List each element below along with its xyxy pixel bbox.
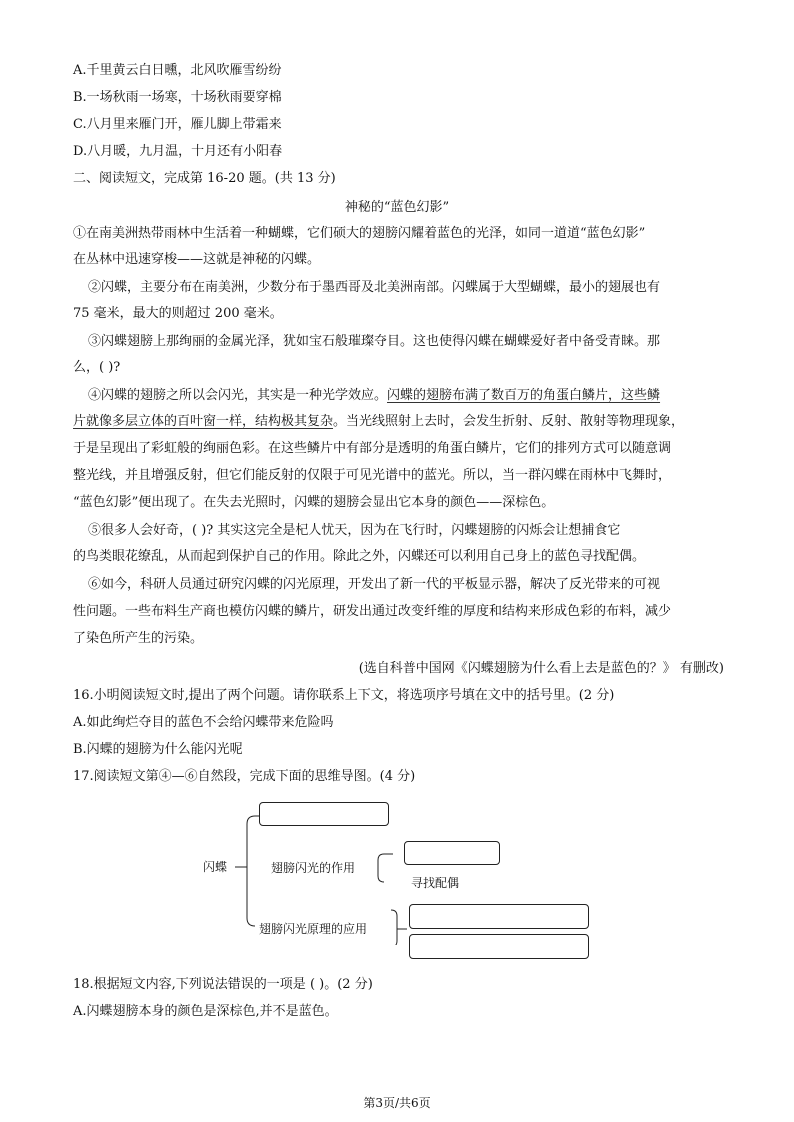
- paragraph-2-line-2: 75 毫米，最大的则超过 200 毫米。: [73, 306, 283, 321]
- question-16-stem: 16.小明阅读短文时,提出了两个问题。请你联系上下文，将选项序号填在文中的括号里。(2 分): [73, 688, 615, 703]
- mid-brace: [378, 854, 384, 882]
- mind-map: [195, 800, 595, 945]
- option-a: A.千里黄云白日曛，北风吹雁雪纷纷: [73, 63, 282, 78]
- option-d: D.八月暖，九月温，十月还有小阳春: [73, 144, 283, 159]
- paragraph-4-line-2: [73, 413, 684, 431]
- paragraph-4-text: 。当光线照射上去时，会发生折射、反射、散射等物理现象，: [333, 414, 685, 429]
- paragraph-4-line-5: “蓝色幻影”便出现了。在失去光照时，闪蝶的翅膀会显出它本身的颜色——深棕色。: [73, 495, 555, 510]
- paragraph-6-line-3: 了染色所产生的污染。: [73, 631, 204, 646]
- question-18-option-a: A.闪蝶翅膀本身的颜色是深棕色,并不是蓝色。: [73, 1004, 338, 1019]
- question-18-stem: 18.根据短文内容,下列说法错误的一项是 ( )。(2 分): [73, 977, 373, 992]
- source-citation: (选自科普中国网《闪蝶翅膀为什么看上去是蓝色的？》 有删改): [358, 661, 724, 676]
- option-b: B.一场秋雨一场寒，十场秋雨要穿棉: [73, 90, 282, 105]
- mind-map-root-label: 闪蝶: [203, 860, 228, 874]
- paragraph-1-line-1: ①在南美洲热带雨林中生活着一种蝴蝶，它们硕大的翅膀闪耀着蓝色的光泽，如同一道道“蓝色幻影”: [73, 226, 646, 241]
- paragraph-5-line-1: ⑤很多人会好奇，( )? 其实这完全是杞人忧天，因为在飞行时，闪蝶翅膀的闪烁会让想捕食它: [88, 523, 621, 538]
- blank-box-bottom-1[interactable]: [409, 904, 589, 929]
- paragraph-4-line-4: 整光线，并且增强反射，但它们能反射的仅限于可见光谱中的蓝光。所以，当一群闪蝶在雨林中飞舞时，: [73, 468, 672, 483]
- branch-mid-label: 翅膀闪光的作用: [271, 861, 356, 875]
- paragraph-4-line-3: 于是呈现出了彩虹般的绚丽色彩。在这些鳞片中有部分是透明的角蛋白鳞片，它们的排列方式可以随意调: [73, 441, 672, 456]
- paragraph-5-line-2: 的鸟类眼花缭乱，从而起到保护自己的作用。除此之外，闪蝶还可以利用自己身上的蓝色寻找配偶。: [73, 549, 646, 564]
- paragraph-3-line-2: 么，( )?: [73, 360, 121, 375]
- question-16-option-b: B.闪蝶的翅膀为什么能闪光呢: [73, 742, 243, 757]
- option-c: C.八月里来雁门开，雁儿脚上带霜来: [73, 117, 282, 132]
- blank-box-mid[interactable]: [404, 841, 500, 865]
- branch-bottom-label: 翅膀闪光原理的应用: [259, 922, 368, 936]
- underlined-sentence-part-2: 片就像多层立体的百叶窗一样，结构极其复杂: [73, 414, 334, 429]
- bottom-brace: [391, 910, 397, 945]
- section-heading: 二、阅读短文，完成第 16-20 题。(共 13 分): [73, 171, 336, 186]
- paragraph-4-line-1: [88, 387, 660, 405]
- paragraph-2-line-1: ②闪蝶，主要分布在南美洲，少数分布于墨西哥及北美洲南部。闪蝶属于大型蝴蝶，最小的翅展也有: [88, 280, 661, 295]
- underlined-sentence-part-1: 闪蝶的翅膀布满了数百万的角蛋白鳞片，这些鳞: [387, 388, 661, 403]
- branch-mid-leaf-label: 寻找配偶: [411, 876, 460, 890]
- question-16-option-a: A.如此绚烂夺目的蓝色不会给闪蝶带来危险吗: [73, 715, 334, 730]
- paragraph-6-line-2: 性问题。一些布料生产商也模仿闪蝶的鳞片，研发出通过改变纤维的厚度和结构来形成色彩的布料，减少: [73, 604, 672, 619]
- article-title: 神秘的“蓝色幻影”: [344, 200, 450, 215]
- page-footer: 第3页/共6页: [363, 1096, 431, 1110]
- paragraph-4-text: ④闪蝶的翅膀之所以会闪光，其实是一种光学效应。: [88, 388, 388, 403]
- paragraph-1-line-2: 在丛林中迅速穿梭——这就是神秘的闪蝶。: [73, 252, 321, 267]
- paragraph-6-line-1: ⑥如今，科研人员通过研究闪蝶的闪光原理，开发出了新一代的平板显示器，解决了反光带来的可视: [88, 577, 661, 592]
- paragraph-3-line-1: ③闪蝶翅膀上那绚丽的金属光泽，犹如宝石般璀璨夺目。这也使得闪蝶在蝴蝶爱好者中备受青睐。那: [88, 334, 661, 349]
- blank-box-top[interactable]: [259, 802, 389, 826]
- main-brace: [247, 816, 255, 926]
- blank-box-bottom-2[interactable]: [409, 934, 589, 959]
- question-17-stem: 17.阅读短文第④—⑥自然段，完成下面的思维导图。(4 分): [73, 769, 416, 784]
